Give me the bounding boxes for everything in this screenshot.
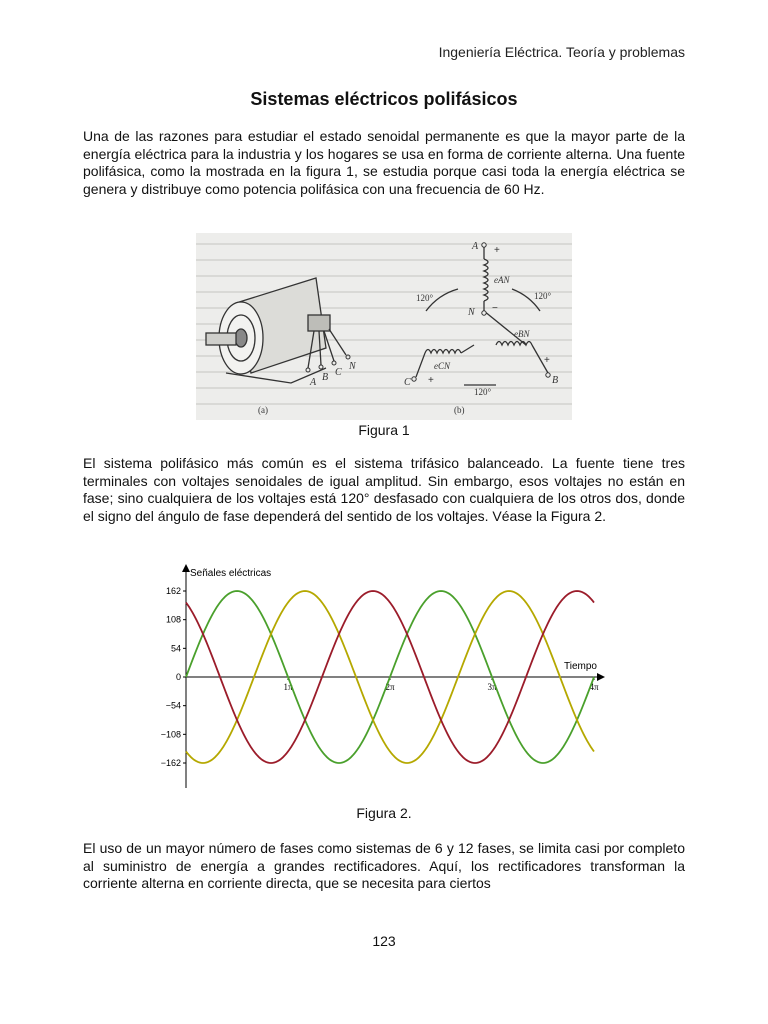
figure-2-caption: Figura 2. (356, 805, 412, 821)
x-tick-label: 3π (487, 682, 497, 692)
minus-a: − (492, 303, 498, 314)
paragraph-1: Una de las razones para estudiar el estado senoidal permanente es que la mayor parte de la energía eléctrica para la industria y los hogares se usa en forma de corriente alterna. Una fuente polifásica, como la mostrada en la figura 1, se estudia porque casi toda la energía eléctrica se genera y distribuye como potencia polifásica con una frecuencia de 60 Hz. (83, 128, 685, 197)
paragraph-3: El uso de un mayor número de fases como sistemas de 6 y 12 fases, se limita casi por completo al suministro de energía a grandes rectificadores. Aquí, los rectificadores transforman la corriente alterna en corriente directa, que se necesita para ciertos (83, 840, 685, 891)
plus-a: + (494, 245, 500, 256)
angle-label-left: 120° (416, 293, 434, 303)
y-axis-title: Señales eléctricas (190, 568, 272, 579)
figure-1-image (196, 233, 572, 420)
running-header: Ingeniería Eléctrica. Teoría y problemas (438, 44, 685, 60)
y-tick-label: 54 (170, 643, 181, 654)
figure-1-caption: Figura 1 (358, 422, 410, 438)
panel-b-label: (b) (454, 405, 465, 415)
x-tick-label: 4π (589, 682, 599, 692)
x-axis-title: Tiempo (564, 661, 597, 672)
plus-b: + (544, 355, 550, 366)
terminal-b-label: B (322, 372, 329, 383)
y-axis-arrow (182, 564, 190, 572)
generator-drawing (206, 241, 346, 383)
terminal-a-label: A (310, 377, 317, 388)
y-tick-label: −54 (165, 700, 181, 711)
e-cn-label: eCN (434, 361, 451, 371)
panel-a-label: (a) (258, 405, 268, 415)
page-title: Sistemas eléctricos polifásicos (250, 89, 518, 109)
x-axis-arrow (597, 673, 605, 681)
y-tick-label: −108 (160, 729, 181, 740)
paragraph-2: El sistema polifásico más común es el sistema trifásico balanceado. La fuente tiene tres terminales con voltajes senoidales de igual amplitud. Sin embargo, esos voltajes no están en fase; sino cualquiera de los voltajes está 120° desfasado con cualquiera de los otros dos, donde el signo del ángulo de fase dependerá del sentido de los voltajes. Véase la Figura 2. (83, 455, 685, 524)
angle-label-right: 120° (534, 291, 552, 301)
wye-b-label: B (552, 375, 559, 386)
page-number: 123 (372, 933, 396, 949)
angle-label-bottom: 120° (474, 387, 492, 397)
terminal-c-label: C (335, 367, 342, 378)
y-tick-label: 108 (165, 614, 181, 625)
wye-c-label: C (404, 377, 411, 388)
terminal-n-label: N (349, 361, 356, 372)
e-bn-label: eBN (514, 329, 530, 339)
x-tick-label: 1π (283, 682, 293, 692)
three-phase-chart (150, 562, 610, 794)
x-tick-label: 2π (385, 682, 395, 692)
wye-n-label: N (468, 307, 475, 318)
wye-a-label: A (472, 241, 479, 252)
y-tick-label: −162 (160, 758, 181, 768)
y-tick-label: 162 (165, 586, 181, 596)
plus-c: + (428, 375, 434, 386)
y-tick-label: 0 (175, 672, 181, 682)
e-an-label: eAN (494, 275, 510, 285)
